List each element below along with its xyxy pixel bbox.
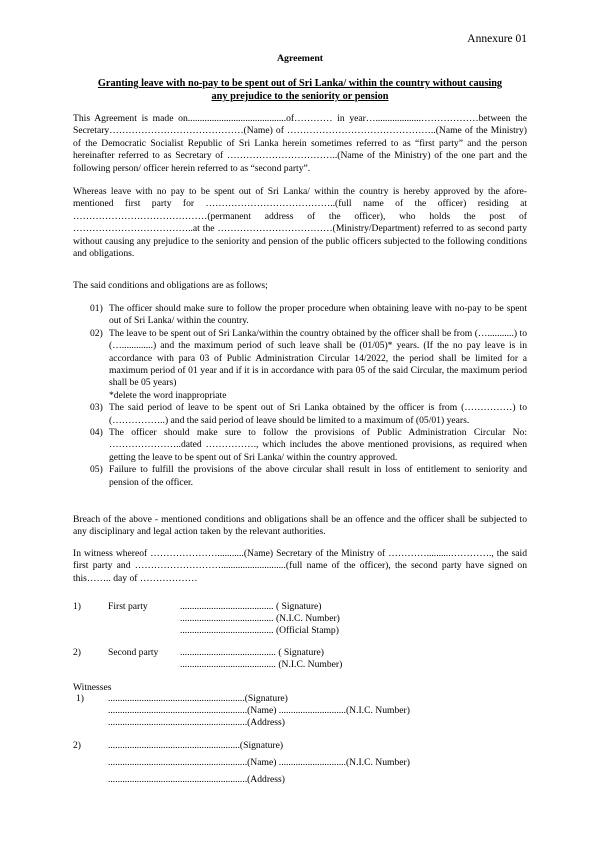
document-title <box>70 77 530 103</box>
witness-2-signature-line: .......................................................(Signature) <box>108 740 284 751</box>
condition-item <box>90 303 527 328</box>
condition-number: 02) <box>90 327 103 339</box>
conditions-intro: The said conditions and obligations are as follows; <box>73 280 268 291</box>
condition-text: The officer should make sure to follow the proper procedure when obtaining leave with no-pay to be spent out of Sri Lanka/ within the country. <box>109 303 527 327</box>
second-party-label: Second party <box>108 647 159 658</box>
condition-text: Failure to fulfill the provisions of the above circular shall result in loss of entitlement to seniority and pension of the officer. <box>109 464 527 488</box>
document-heading: Agreement <box>276 53 324 64</box>
annexure-label: Annexure 01 <box>467 33 527 45</box>
approval-paragraph: Whereas leave with no pay to be spent out of Sri Lanka/ within the country is hereby approved by the afore-mentioned first party for …………………………………..(full name of the officer) residing at ……………………………………(permanent address of the officer), who holds the post of ………………………………..at the ………………………………(Ministry/Department) referred to as second party without causing any prejudice to the seniority and pension of the public officers subjected to the following conditions and obligations. <box>73 186 527 260</box>
first-party-label: First party <box>108 601 148 612</box>
condition-note: *delete the word inappropriate <box>109 389 227 401</box>
second-party-nic-line: ........................................ (N.I.C. Number) <box>180 659 343 670</box>
witness-2-number: 2) <box>73 740 81 751</box>
condition-number: 03) <box>90 402 103 414</box>
title-line-2: any prejudice to the seniority or pension <box>211 91 389 102</box>
condition-number: 05) <box>90 464 103 476</box>
first-party-stamp-line: ....................................... (Official Stamp) <box>180 625 339 636</box>
witness-1-number: 1) <box>76 693 84 704</box>
second-party-number: 2) <box>73 647 81 658</box>
condition-item <box>90 328 527 402</box>
witnesses-label: Witnesses <box>73 682 112 693</box>
condition-number: 04) <box>90 427 103 439</box>
condition-text: The said period of leave to be spent out of Sri Lanka obtained by the officer is from (……………) to (……………..) and the said period of leave should be limited to a maximum of (05/01) years. <box>109 402 527 426</box>
first-party-nic-line: ....................................... (N.I.C. Number) <box>180 613 340 624</box>
breach-paragraph: Breach of the above - mentioned conditions and obligations shall be an offence and the officer shall be subjected to any disciplinary and legal action taken by the relevant authorities. <box>73 514 527 538</box>
condition-number: 01) <box>90 303 103 314</box>
conditions-list <box>90 303 527 489</box>
agreement-paragraph: This Agreement is made on.........................................of………… in year…...................………………between the Secretary……………………………………(Name) of ………………………………………..(Name of the Ministry) of the Democratic Socialist Republic of Sri Lanka herein sometimes referred to as “first party” and the person hereinafter referred to as Secretary of ……………………………..(Name of the Ministry) of the one part and the following person/ officer herein referred to as “second party”. <box>73 113 527 174</box>
witness-2-name-nic-line: ..........................................................(Name) ............................(N.I.C. Number) <box>108 757 410 768</box>
condition-item <box>90 464 527 489</box>
witness-1-name-nic-line: ..........................................................(Name) ............................(N.I.C. Number) <box>108 705 410 716</box>
condition-text: The leave to be spent out of Sri Lanka/within the country obtained by the officer shall be from (…...........) to (….............) and the maximum period of such leave shall be (01/05)* years. (If the no pay leave is in accordance with para 03 of Public Administration Circular 14/2022, the period shall be limited for a maximum period of 01 year and if it is in accordance with para 05 of the said Circular, the maximum period shall be 05 years) <box>109 327 527 389</box>
witness-paragraph: In witness whereof …………………...........(Name) Secretary of the Ministry of …………..........…………., the said first party and ………………………...........................(full name of the officer), the second party have signed on this…….. day of ……………… <box>73 548 527 584</box>
condition-item <box>90 402 527 427</box>
witness-2-address-line: ..........................................................(Address) <box>108 774 285 785</box>
title-line-1: Granting leave with no-pay to be spent out of Sri Lanka/ within the country without causing <box>97 78 503 89</box>
second-party-signature-line: ........................................ ( Signature) <box>180 647 324 658</box>
condition-item <box>90 427 527 464</box>
first-party-signature-line: ....................................... ( Signature) <box>180 601 322 612</box>
condition-text: The officer should make sure to follow the provisions of Public Administration Circular No: …………………..dated ……………., which includes the above mentioned provisions, as required when getting the leave to be spent out of Sri Lanka/ within the country approved. <box>109 427 527 463</box>
witness-1-signature-line: .........................................................(Signature) <box>108 693 288 704</box>
first-party-number: 1) <box>73 601 81 612</box>
witness-1-address-line: ..........................................................(Address) <box>108 717 285 728</box>
